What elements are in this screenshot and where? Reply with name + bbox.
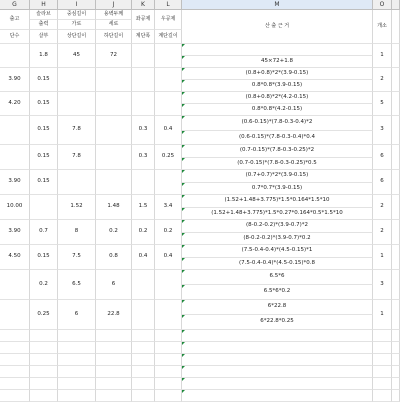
cell-j-row7[interactable]: 1.48	[96, 195, 132, 220]
cell-j-row3[interactable]	[96, 92, 132, 116]
formula-top-row2[interactable]: (0.8+0.8)*2*(3.9-0.15)	[182, 68, 373, 80]
cell-extra-row6[interactable]	[392, 170, 400, 195]
empty-cell-h-0[interactable]	[30, 330, 58, 342]
header-o[interactable]: 개소	[373, 10, 392, 44]
empty-cell-o-3[interactable]	[373, 366, 392, 378]
cell-l-row4[interactable]: 0.4	[155, 116, 182, 145]
empty-cell-extra-0[interactable]	[392, 330, 400, 342]
empty-cell-k-0[interactable]	[132, 330, 155, 342]
cell-l-row6[interactable]	[155, 170, 182, 195]
empty-cell-o-0[interactable]	[373, 330, 392, 342]
cell-l-row9[interactable]: 0.4	[155, 245, 182, 270]
empty-cell-m-4[interactable]	[182, 378, 373, 390]
formula-top-row6[interactable]: (0.7+0.7)*2*(3.9-0.15)	[182, 170, 373, 183]
cell-k-row7[interactable]: 1.5	[132, 195, 155, 220]
cell-i-row6[interactable]	[58, 170, 96, 195]
cell-g-row10[interactable]	[0, 270, 30, 300]
cell-j-row6[interactable]	[96, 170, 132, 195]
cell-o-row1[interactable]: 1	[373, 44, 392, 68]
header-i-top[interactable]: 중심길이	[58, 10, 96, 20]
empty-cell-h-5[interactable]	[30, 390, 58, 402]
cell-extra-row11[interactable]	[392, 300, 400, 330]
empty-cell-h-4[interactable]	[30, 378, 58, 390]
cell-g-row5[interactable]	[0, 145, 30, 170]
cell-g-row8[interactable]: 3.90	[0, 220, 30, 245]
cell-l-row1[interactable]	[155, 44, 182, 68]
cell-k-row11[interactable]	[132, 300, 155, 330]
header-j-top[interactable]: 용벽두께	[96, 10, 132, 20]
cell-l-row10[interactable]	[155, 270, 182, 300]
empty-cell-i-0[interactable]	[58, 330, 96, 342]
formula-bottom-row7[interactable]: (1.52+1.48+3.775)*1.5*0.27*0.164*0.5*1.5*10	[182, 208, 373, 220]
empty-cell-g-5[interactable]	[0, 390, 30, 402]
cell-h-row8[interactable]: 0.7	[30, 220, 58, 245]
cell-h-row9[interactable]: 0.15	[30, 245, 58, 270]
cell-o-row6[interactable]: 6	[373, 170, 392, 195]
formula-top-row7[interactable]: (1.52+1.48+3.775)*1.5*0.164*1.5*10	[182, 195, 373, 208]
empty-cell-l-0[interactable]	[155, 330, 182, 342]
formula-bottom-row10[interactable]: 6.5*6*0.2	[182, 285, 373, 300]
cell-extra-row5[interactable]	[392, 145, 400, 170]
cell-j-row10[interactable]: 6	[96, 270, 132, 300]
header-h-bottom[interactable]: 살부	[30, 30, 58, 44]
cell-k-row1[interactable]	[132, 44, 155, 68]
empty-cell-i-5[interactable]	[58, 390, 96, 402]
empty-cell-i-1[interactable]	[58, 342, 96, 354]
cell-k-row5[interactable]: 0.3	[132, 145, 155, 170]
empty-cell-extra-5[interactable]	[392, 390, 400, 402]
empty-cell-k-2[interactable]	[132, 354, 155, 366]
empty-cell-extra-3[interactable]	[392, 366, 400, 378]
cell-i-row8[interactable]: 8	[58, 220, 96, 245]
formula-bottom-row1[interactable]: 45×72+1.8	[182, 56, 373, 68]
header-k-top[interactable]: 좌공제	[132, 10, 155, 30]
formula-bottom-row11[interactable]: 6*22.8*0.25	[182, 315, 373, 330]
empty-cell-j-3[interactable]	[96, 366, 132, 378]
cell-extra-row2[interactable]	[392, 68, 400, 92]
cell-o-row9[interactable]: 1	[373, 245, 392, 270]
formula-bottom-row8[interactable]: (8-0.2-0.2)*(3.9-0.7)*0.2	[182, 233, 373, 245]
cell-j-row11[interactable]: 22.8	[96, 300, 132, 330]
empty-cell-h-3[interactable]	[30, 366, 58, 378]
cell-i-row1[interactable]: 45	[58, 44, 96, 68]
cell-extra-row7[interactable]	[392, 195, 400, 220]
cell-o-row5[interactable]: 6	[373, 145, 392, 170]
empty-cell-l-4[interactable]	[155, 378, 182, 390]
cell-l-row7[interactable]: 3.4	[155, 195, 182, 220]
cell-extra-row1[interactable]	[392, 44, 400, 68]
empty-cell-g-2[interactable]	[0, 354, 30, 366]
empty-cell-j-1[interactable]	[96, 342, 132, 354]
cell-h-row5[interactable]: 0.15	[30, 145, 58, 170]
cell-g-row6[interactable]: 3.90	[0, 170, 30, 195]
cell-i-row5[interactable]: 7.8	[58, 145, 96, 170]
cell-o-row3[interactable]: 5	[373, 92, 392, 116]
empty-cell-h-1[interactable]	[30, 342, 58, 354]
cell-i-row11[interactable]: 6	[58, 300, 96, 330]
column-header-g[interactable]: G	[0, 0, 30, 10]
cell-extra-row3[interactable]	[392, 92, 400, 116]
empty-cell-o-5[interactable]	[373, 390, 392, 402]
cell-k-row6[interactable]	[132, 170, 155, 195]
empty-cell-i-4[interactable]	[58, 378, 96, 390]
column-header-o[interactable]: O	[373, 0, 392, 10]
cell-j-row9[interactable]: 0.8	[96, 245, 132, 270]
empty-cell-l-2[interactable]	[155, 354, 182, 366]
cell-k-row9[interactable]: 0.4	[132, 245, 155, 270]
column-header-h[interactable]: H	[30, 0, 58, 10]
header-j-mid[interactable]: 세로	[96, 20, 132, 30]
cell-i-row9[interactable]: 7.5	[58, 245, 96, 270]
formula-bottom-row5[interactable]: (0.7-0.15)*(7.8-0.3-0.25)*0.5	[182, 158, 373, 170]
formula-bottom-row6[interactable]: 0.7*0.7*(3.9-0.15)	[182, 183, 373, 195]
cell-h-row1[interactable]: 1.8	[30, 44, 58, 68]
formula-top-row3[interactable]: (0.8+0.8)*2*(4.2-0.15)	[182, 92, 373, 104]
column-header-i[interactable]: I	[58, 0, 96, 10]
formula-top-row11[interactable]: 6*22.8	[182, 300, 373, 315]
cell-g-row3[interactable]: 4.20	[0, 92, 30, 116]
header-l-top[interactable]: 우공제	[155, 10, 182, 30]
empty-cell-o-1[interactable]	[373, 342, 392, 354]
empty-cell-l-1[interactable]	[155, 342, 182, 354]
cell-g-row4[interactable]	[0, 116, 30, 145]
empty-cell-k-1[interactable]	[132, 342, 155, 354]
cell-g-row1[interactable]	[0, 44, 30, 68]
empty-cell-j-5[interactable]	[96, 390, 132, 402]
empty-cell-k-3[interactable]	[132, 366, 155, 378]
cell-l-row5[interactable]: 0.25	[155, 145, 182, 170]
empty-cell-g-1[interactable]	[0, 342, 30, 354]
formula-top-row1[interactable]	[182, 44, 373, 56]
cell-k-row8[interactable]: 0.2	[132, 220, 155, 245]
empty-cell-m-5[interactable]	[182, 390, 373, 402]
empty-cell-m-1[interactable]	[182, 342, 373, 354]
cell-j-row4[interactable]	[96, 116, 132, 145]
cell-i-row4[interactable]: 7.8	[58, 116, 96, 145]
cell-h-row3[interactable]: 0.15	[30, 92, 58, 116]
empty-cell-i-3[interactable]	[58, 366, 96, 378]
header-extra[interactable]	[392, 10, 400, 44]
column-header-l[interactable]: L	[155, 0, 182, 10]
formula-top-row4[interactable]: (0.6-0.15)*(7.8-0.3-0.4)*2	[182, 116, 373, 131]
cell-o-row4[interactable]: 3	[373, 116, 392, 145]
empty-cell-m-3[interactable]	[182, 366, 373, 378]
header-i-bottom[interactable]: 상단길이	[58, 30, 96, 44]
cell-o-row2[interactable]: 2	[373, 68, 392, 92]
empty-cell-k-4[interactable]	[132, 378, 155, 390]
cell-l-row3[interactable]	[155, 92, 182, 116]
column-header-m[interactable]: M	[182, 0, 373, 10]
cell-o-row10[interactable]: 3	[373, 270, 392, 300]
formula-bottom-row3[interactable]: 0.8*0.8*(4.2-0.15)	[182, 104, 373, 116]
empty-cell-j-2[interactable]	[96, 354, 132, 366]
formula-top-row5[interactable]: (0.7-0.15)*(7.8-0.3-0.25)*2	[182, 145, 373, 158]
cell-h-row7[interactable]	[30, 195, 58, 220]
cell-i-row7[interactable]: 1.52	[58, 195, 96, 220]
header-l-bottom[interactable]: 계단길이	[155, 30, 182, 44]
header-m[interactable]: 산 출 근 거	[182, 10, 373, 44]
cell-h-row11[interactable]: 0.25	[30, 300, 58, 330]
cell-g-row11[interactable]	[0, 300, 30, 330]
cell-k-row3[interactable]	[132, 92, 155, 116]
cell-h-row6[interactable]: 0.15	[30, 170, 58, 195]
formula-top-row10[interactable]: 6.5*6	[182, 270, 373, 285]
header-g-bottom[interactable]: 단수	[0, 30, 30, 44]
cell-k-row2[interactable]	[132, 68, 155, 92]
cell-j-row8[interactable]: 0.2	[96, 220, 132, 245]
cell-l-row8[interactable]: 0.2	[155, 220, 182, 245]
empty-cell-extra-2[interactable]	[392, 354, 400, 366]
header-i-mid[interactable]: 가로	[58, 20, 96, 30]
cell-h-row2[interactable]: 0.15	[30, 68, 58, 92]
formula-top-row8[interactable]: (8-0.2-0.2)*(3.9-0.7)*2	[182, 220, 373, 233]
cell-h-row4[interactable]: 0.15	[30, 116, 58, 145]
cell-extra-row8[interactable]	[392, 220, 400, 245]
empty-cell-g-4[interactable]	[0, 378, 30, 390]
header-h-top[interactable]: 슬라브	[30, 10, 58, 20]
cell-extra-row9[interactable]	[392, 245, 400, 270]
empty-cell-m-2[interactable]	[182, 354, 373, 366]
cell-l-row11[interactable]	[155, 300, 182, 330]
header-g-top[interactable]: 출고	[0, 10, 30, 30]
cell-j-row1[interactable]: 72	[96, 44, 132, 68]
header-h-mid[interactable]: 출력	[30, 20, 58, 30]
cell-extra-row10[interactable]	[392, 270, 400, 300]
cell-k-row4[interactable]: 0.3	[132, 116, 155, 145]
empty-cell-j-0[interactable]	[96, 330, 132, 342]
cell-g-row2[interactable]: 3.90	[0, 68, 30, 92]
column-header-extra[interactable]	[392, 0, 400, 10]
cell-i-row10[interactable]: 6.5	[58, 270, 96, 300]
column-header-k[interactable]: K	[132, 0, 155, 10]
cell-k-row10[interactable]	[132, 270, 155, 300]
empty-cell-i-2[interactable]	[58, 354, 96, 366]
header-k-bottom[interactable]: 계단폭	[132, 30, 155, 44]
empty-cell-g-3[interactable]	[0, 366, 30, 378]
empty-cell-l-5[interactable]	[155, 390, 182, 402]
cell-o-row11[interactable]: 1	[373, 300, 392, 330]
cell-i-row3[interactable]	[58, 92, 96, 116]
empty-cell-extra-1[interactable]	[392, 342, 400, 354]
header-j-bottom[interactable]: 하단길이	[96, 30, 132, 44]
empty-cell-l-3[interactable]	[155, 366, 182, 378]
cell-h-row10[interactable]: 0.2	[30, 270, 58, 300]
cell-j-row5[interactable]	[96, 145, 132, 170]
cell-extra-row4[interactable]	[392, 116, 400, 145]
cell-i-row2[interactable]	[58, 68, 96, 92]
formula-bottom-row9[interactable]: (7.5-0.4-0.4)*(4.5-0.15)*0.8	[182, 258, 373, 270]
cell-g-row9[interactable]: 4.50	[0, 245, 30, 270]
empty-cell-g-0[interactable]	[0, 330, 30, 342]
empty-cell-h-2[interactable]	[30, 354, 58, 366]
formula-bottom-row4[interactable]: (0.6-0.15)*(7.8-0.3-0.4)*0.4	[182, 131, 373, 145]
empty-cell-o-4[interactable]	[373, 378, 392, 390]
empty-cell-k-5[interactable]	[132, 390, 155, 402]
cell-o-row7[interactable]: 2	[373, 195, 392, 220]
empty-cell-extra-4[interactable]	[392, 378, 400, 390]
empty-cell-m-0[interactable]	[182, 330, 373, 342]
formula-top-row9[interactable]: (7.5-0.4-0.4)*(4.5-0.15)*1	[182, 245, 373, 258]
column-header-j[interactable]: J	[96, 0, 132, 10]
cell-g-row7[interactable]: 10.00	[0, 195, 30, 220]
empty-cell-j-4[interactable]	[96, 378, 132, 390]
cell-j-row2[interactable]	[96, 68, 132, 92]
formula-bottom-row2[interactable]: 0.8*0.8*(3.9-0.15)	[182, 80, 373, 92]
empty-cell-o-2[interactable]	[373, 354, 392, 366]
cell-l-row2[interactable]	[155, 68, 182, 92]
cell-o-row8[interactable]: 2	[373, 220, 392, 245]
